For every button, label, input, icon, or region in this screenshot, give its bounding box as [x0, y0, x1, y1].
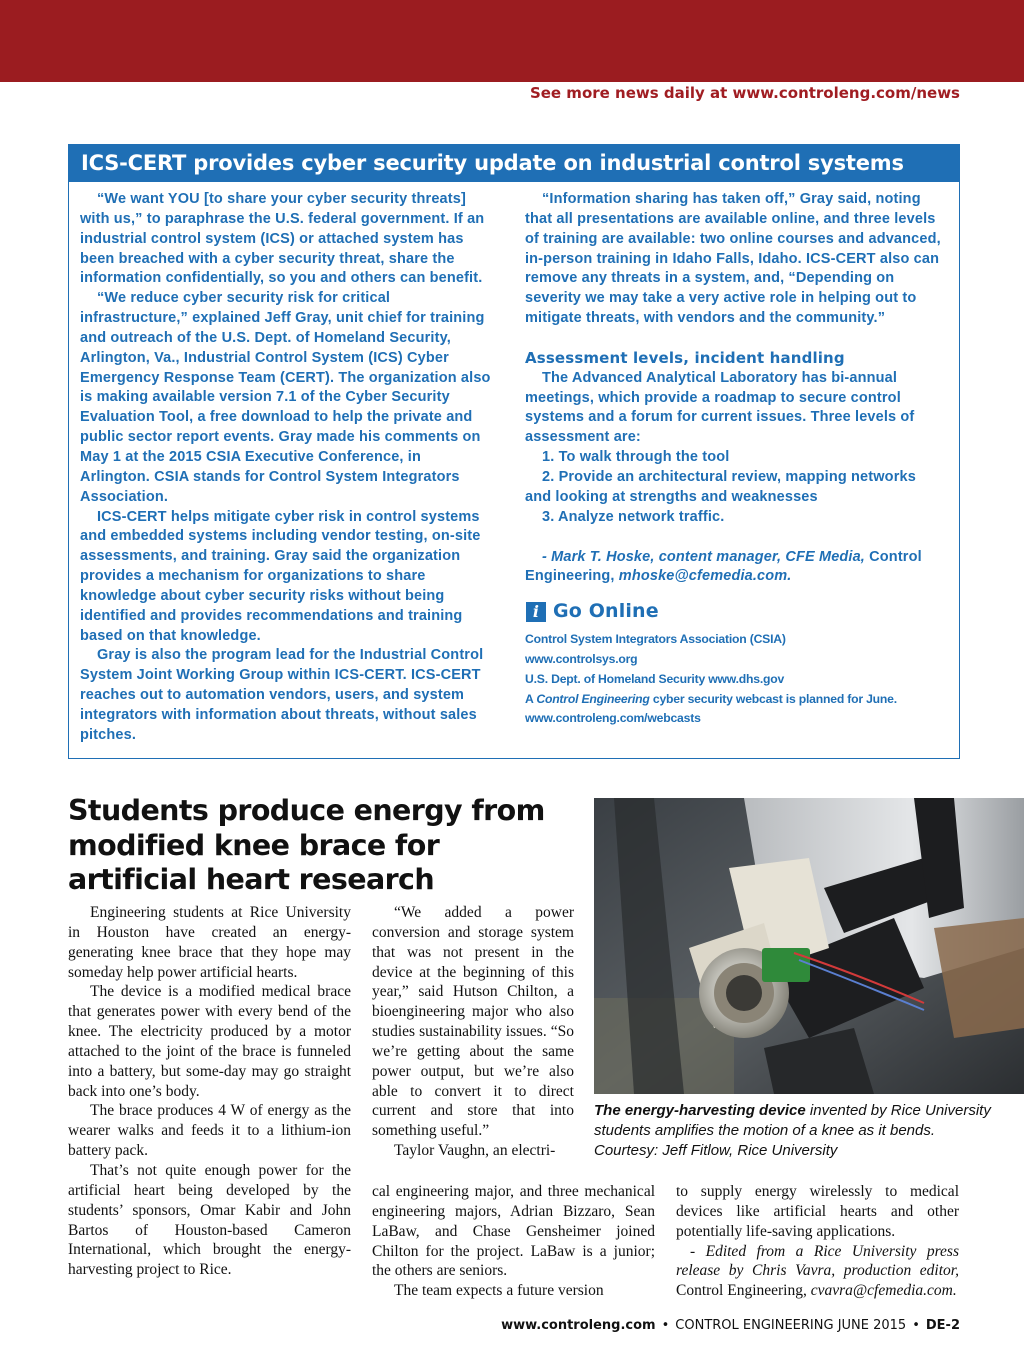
- sidebar-left-column: [80, 190, 492, 746]
- signature-email[interactable]: mhoske@cfemedia.com.: [618, 568, 792, 585]
- photo-caption: [594, 1101, 994, 1161]
- go-online-publication: Control Engineering: [536, 691, 650, 706]
- story-paragraph: Engineering students at Rice University in Houston have created an energy-generating knee brace that they hope may someday help power artificial hearts.: [68, 904, 351, 981]
- go-online-link[interactable]: www.controleng.com/webcasts: [525, 711, 701, 726]
- go-online-link[interactable]: U.S. Dept. of Homeland Security www.dhs.gov: [525, 671, 785, 686]
- go-online-link[interactable]: www.controlsys.org: [525, 651, 638, 666]
- go-online-title: Go Online: [553, 600, 659, 623]
- go-online-text: A: [525, 691, 537, 706]
- go-online-item: [525, 690, 947, 710]
- go-online-list: [525, 630, 947, 729]
- assessment-list-item-continued: and looking at strengths and weaknesses: [525, 488, 818, 505]
- story-column-2-top: [372, 903, 574, 1161]
- sidebar-paragraph: “We want YOU [to share your cyber security threats] with us,” to paraphrase the U.S. federal government. If an industrial control system (ICS) or attached system has been breached with a cyber security threat, share the information confidentially, so you and others can benefit.: [80, 191, 485, 287]
- footer-url[interactable]: www.controleng.com: [501, 1318, 656, 1333]
- sidebar-paragraph: Gray is also the program lead for the Industrial Control System Joint Working Group within ICS-CERT. ICS-CERT reaches out to automation vendors, users, and system integrators with information about threats, without sales pitches.: [80, 647, 484, 743]
- caption-lead: The energy-harvesting device: [594, 1102, 806, 1119]
- sidebar-right-column: [525, 190, 947, 729]
- story-paragraph: The device is a modified medical brace that generates power with every bend of the knee. The electricity produced by a motor attached to the joint of the brace is funneled into a battery, but some-day may go straight back into one’s body.: [68, 983, 351, 1100]
- assessment-list-item: 1. To walk through the tool: [542, 449, 730, 466]
- story-paragraph: cal engineering major, and three mechanical engineering majors, Adrian Bizzaro, Sean LaBaw, and Chase Gensheimer joined Chilton for the project. LaBaw is a junior; the others are seniors.: [372, 1183, 655, 1280]
- sidebar-paragraph: ICS-CERT helps mitigate cyber risk in control systems and embedded systems including vendor testing, on-site assessments, and training. Gray said the organization provides a mechanism for organizations to share knowledge about cyber security risks without being identified and provides recommendations and training based on that knowledge.: [80, 508, 481, 644]
- sidebar-box: [68, 144, 960, 759]
- sidebar-paragraph: “Information sharing has taken off,” Gray said, noting that all presentations are available online, and three levels of training are available: two online courses and advanced, in-person training in Idaho Falls, Idaho. ICS-CERT also can remove any threats in a system, and, “Depending on severity we may take a very active role in helping out to mitigate threats, with vendors and the community.”: [525, 191, 941, 327]
- info-icon: i: [526, 602, 546, 622]
- signature-author: - Mark T. Hoske, content manager, CFE Media,: [542, 548, 865, 565]
- signature-publication: Control Engineering,: [525, 548, 922, 585]
- caption-credit: Courtesy: Jeff Fitlow, Rice University: [594, 1142, 838, 1159]
- credit-publication: Control Engineering,: [676, 1282, 811, 1300]
- credit-author: - Edited from a Rice University press release by Chris Vavra, production editor,: [676, 1242, 959, 1280]
- footer-separator: •: [912, 1318, 920, 1333]
- knee-brace-photo: [594, 798, 1024, 1094]
- story-paragraph: The brace produces 4 W of energy as the wearer walks and feeds it to a lithium-ion battery pack.: [68, 1102, 351, 1160]
- assessment-list-item: 2. Provide an architectural review, mapping networks: [542, 468, 916, 485]
- story-headline: Students produce energy from modified knee brace for artificial heart research: [68, 794, 545, 896]
- story-column-3: [676, 1182, 959, 1301]
- story-credit: [676, 1242, 959, 1302]
- story-column-1: [68, 903, 351, 1280]
- top-color-band: [0, 0, 1024, 82]
- page-number: DE-2: [925, 1318, 960, 1333]
- story-paragraph: That’s not quite enough power for the artificial heart being developed by the students’ sponsors, Omar Kabir and John Bartos of Houston-based Cameron International, which brought the energy-harvesting project to Rice.: [68, 1161, 351, 1279]
- story-paragraph: “We added a power conversion and storage system that was not present in the device at the beginning of this year,” said Hutson Chilton, a bioengineering major who also studies sustainability issues. “So we’re getting about the same power output, but we’re also able to convert it to direct current and store that into something useful.”: [372, 904, 574, 1140]
- news-link[interactable]: See more news daily at www.controleng.com/news: [529, 84, 960, 102]
- story-paragraph: The team expects a future version: [394, 1282, 604, 1300]
- story-column-2-bottom: [372, 1182, 655, 1301]
- story-paragraph: to supply energy wirelessly to medical devices like artificial hearts and other potentially life-saving applications.: [676, 1183, 959, 1240]
- go-online-item: Control System Integrators Association (CSIA): [525, 632, 786, 647]
- sidebar-signature: [525, 548, 947, 588]
- go-online-text: cyber security webcast is planned for June.: [649, 691, 897, 706]
- footer-publication: CONTROL ENGINEERING JUNE 2015: [675, 1318, 907, 1333]
- caption-text: invented by Rice University students amplifies the motion of a knee as it bends.: [594, 1102, 991, 1139]
- story-paragraph: Taylor Vaughn, an electri-: [394, 1142, 556, 1160]
- sidebar-title: ICS-CERT provides cyber security update on industrial control systems: [69, 145, 959, 182]
- credit-email[interactable]: cvavra@cfemedia.com.: [810, 1282, 957, 1300]
- sidebar-subhead: Assessment levels, incident handling: [525, 348, 845, 367]
- sidebar-paragraph: The Advanced Analytical Laboratory has bi-annual meetings, which provide a roadmap to secure control systems and a forum for current issues. Three levels of assessment are:: [525, 369, 915, 446]
- page-footer: [501, 1318, 960, 1333]
- footer-separator: •: [661, 1318, 670, 1333]
- go-online-header: [525, 602, 947, 622]
- assessment-list-item: 3. Analyze network traffic.: [542, 508, 725, 525]
- sidebar-paragraph: “We reduce cyber security risk for critical infrastructure,” explained Jeff Gray, unit chief for training and outreach of the U.S. Dept. of Homeland Security, Arlington, Va., Industrial Control System (ICS) Cyber Emergency Response Team (CERT). The organization also is making available version 7.1 of the Cyber Security Evaluation Tool, a free download to help the private and public sector report events. Gray made his comments on May 1 at the 2015 CSIA Executive Conference, in Arlington. CSIA stands for Control System Integrators Association.: [80, 290, 491, 505]
